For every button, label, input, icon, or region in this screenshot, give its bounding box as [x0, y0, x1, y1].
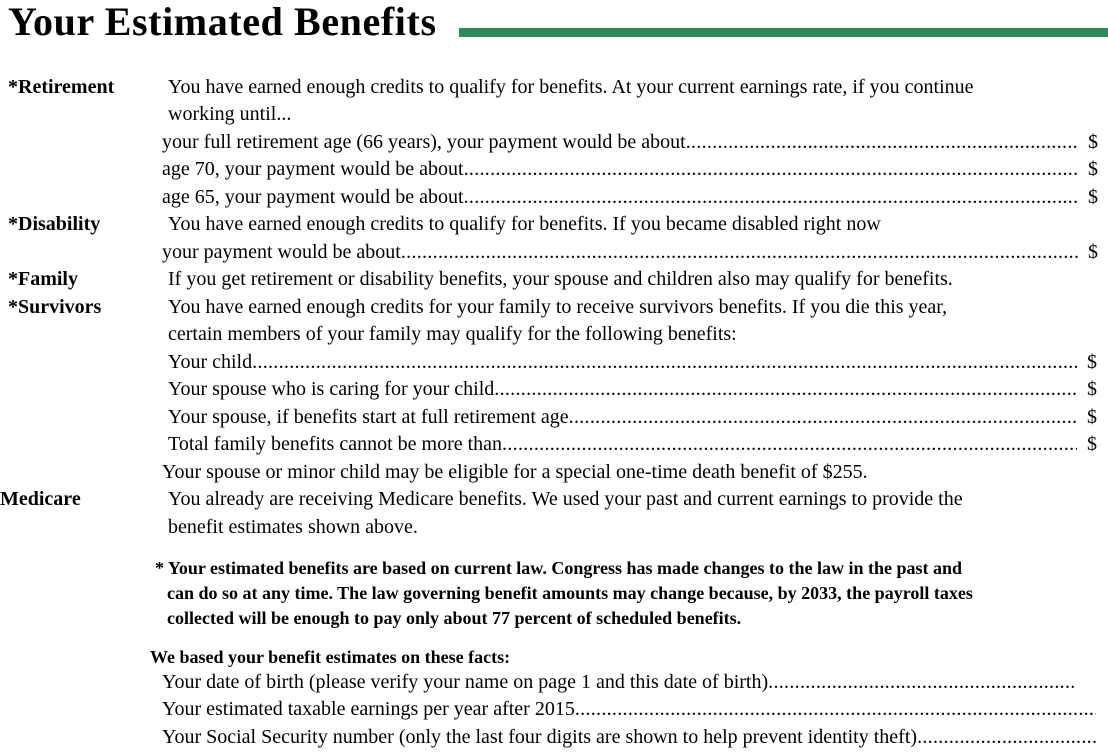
dot-leader [502, 433, 1077, 456]
retirement-intro-line2: working until... [168, 103, 292, 125]
facts-row-text: Your estimated taxable earnings per year after 2015 [162, 698, 575, 720]
disability-intro: You have earned enough credits to qualify for benefits. If you became disabled right now [168, 213, 881, 235]
dot-leader [464, 158, 1078, 181]
survivors-row-amount: $ [1087, 406, 1097, 428]
disability-label: *Disability [8, 213, 101, 235]
dot-leader [494, 378, 1077, 401]
survivors-row-amount: $ [1087, 378, 1097, 400]
retirement-row-amount: $ [1088, 158, 1098, 180]
retirement-row-amount: $ [1088, 186, 1098, 208]
retirement-intro-line1: You have earned enough credits to qualify for benefits. At your current earnings rate, if you continue [168, 76, 974, 98]
survivors-row-amount: $ [1087, 433, 1097, 455]
survivors-row-amount: $ [1087, 351, 1097, 373]
law-note-line2: can do so at any time. The law governing benefit amounts may change because, by 2033, the payroll taxes [167, 583, 973, 603]
facts-row-text: Your Social Security number (only the last four digits are shown to help prevent identity theft) [162, 726, 918, 748]
retirement-label: *Retirement [8, 76, 115, 98]
dot-leader [464, 186, 1078, 209]
medicare-label: Medicare [0, 488, 81, 510]
family-text: If you get retirement or disability benefits, your spouse and children also may qualify for benefits. [168, 268, 953, 290]
survivors-row-total-family [168, 433, 1097, 457]
dot-leader [686, 131, 1078, 154]
facts-row-text: Your date of birth (please verify your name on page 1 and this date of birth) [162, 671, 769, 693]
survivors-intro-line1: You have earned enough credits for your family to receive survivors benefits. If you die this year, [168, 296, 948, 318]
facts-row-taxable-earnings [162, 698, 1096, 722]
dot-leader [252, 351, 1077, 374]
retirement-row-text: age 70, your payment would be about [162, 158, 464, 180]
law-note-line1: * Your estimated benefits are based on current law. Congress has made changes to the law in the past and [155, 558, 963, 578]
survivors-row-spouse-full-age [168, 406, 1097, 430]
retirement-row-age-70 [162, 158, 1098, 182]
retirement-row-text: your full retirement age (66 years), your payment would be about [162, 131, 686, 153]
family-label: *Family [8, 268, 78, 290]
retirement-row-text: age 65, your payment would be about [162, 186, 464, 208]
dot-leader [401, 241, 1078, 264]
disability-row [162, 241, 1098, 265]
facts-row-ssn [162, 726, 1096, 750]
survivors-row-text: Your child [168, 351, 253, 373]
retirement-row-full-age [162, 131, 1098, 155]
dot-leader [569, 406, 1077, 429]
medicare-line1: You already are receiving Medicare benefits. We used your past and current earnings to provide the [168, 488, 963, 510]
dot-leader [575, 698, 1096, 721]
facts-row-date-of-birth [162, 671, 1075, 695]
title-rule [459, 28, 1108, 37]
survivors-row-text: Your spouse who is caring for your child [168, 378, 495, 400]
disability-row-text: your payment would be about [162, 241, 401, 263]
medicare-line2: benefit estimates shown above. [168, 516, 418, 538]
law-note-line3: collected will be enough to pay only about 77 percent of scheduled benefits. [167, 608, 742, 628]
survivors-row-text: Your spouse, if benefits start at full retirement age [168, 406, 569, 428]
survivors-label: *Survivors [8, 296, 102, 318]
dot-leader [768, 671, 1075, 694]
survivors-row-spouse-caring [168, 378, 1097, 402]
retirement-row-age-65 [162, 186, 1098, 210]
survivors-intro-line2: certain members of your family may qualify for the following benefits: [168, 323, 737, 345]
survivors-row-text: Total family benefits cannot be more than [168, 433, 503, 455]
retirement-row-amount: $ [1088, 131, 1098, 153]
page-title: Your Estimated Benefits [8, 0, 437, 44]
disability-row-amount: $ [1088, 241, 1098, 263]
death-benefit-text: Your spouse or minor child may be eligible for a special one-time death benefit of $255. [162, 461, 868, 483]
survivors-row-child [168, 351, 1097, 375]
facts-heading: We based your benefit estimates on these facts: [150, 647, 511, 667]
dot-leader [917, 726, 1096, 749]
